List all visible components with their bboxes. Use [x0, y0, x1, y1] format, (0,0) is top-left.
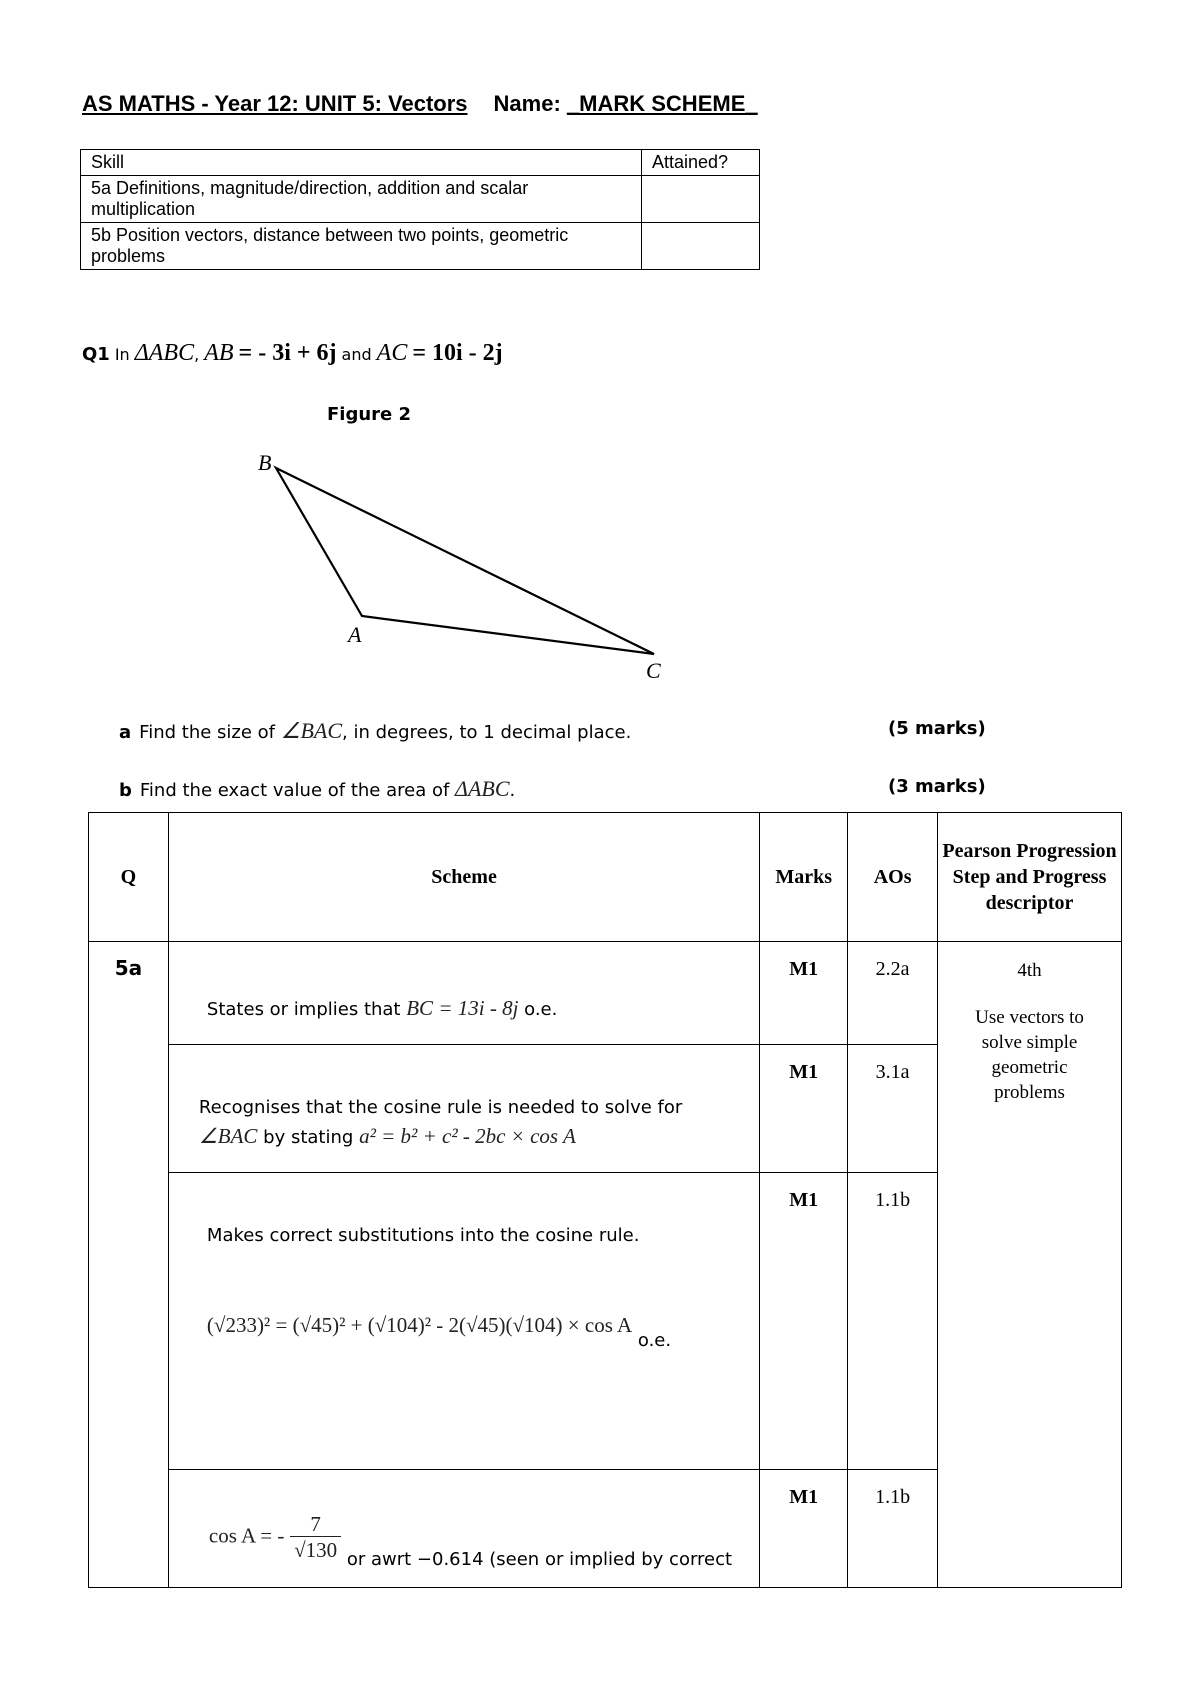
mark-scheme-table: [88, 812, 1122, 1588]
and-text: and: [341, 345, 372, 364]
ac-value: = 10i - 2j: [412, 340, 503, 366]
oe-text: o.e.: [524, 999, 558, 1020]
scheme-cell: [168, 942, 759, 1045]
ac-name: AC: [376, 340, 408, 366]
part-a-marks: (5 marks): [888, 718, 986, 739]
ab-name: AB: [204, 340, 234, 366]
skills-table: [80, 149, 760, 270]
question-label: Q1: [82, 344, 110, 365]
bc-math: BC = 13i - 8j: [406, 996, 519, 1020]
angle-math: ∠BAC: [280, 718, 343, 743]
scheme-text: States or implies that: [206, 999, 401, 1020]
triangle-math: ΔABC: [134, 340, 195, 366]
oe-text: o.e.: [637, 1330, 672, 1351]
fraction-denominator: √130: [290, 1536, 341, 1563]
skills-header-row: [81, 150, 760, 176]
vertex-c-label: C: [646, 658, 661, 683]
part-a-letter: a: [119, 722, 132, 743]
name-label: Name:: [493, 91, 561, 116]
scheme-header-row: [89, 813, 1122, 942]
ao-cell: 2.2a: [848, 942, 938, 1045]
scheme-text: Makes correct substitutions into the cosine rule.: [206, 1225, 640, 1246]
page-title: [82, 91, 758, 117]
worksheet-title: AS MATHS - Year 12: UNIT 5: Vectors: [82, 91, 468, 116]
comma-text: ,: [194, 345, 200, 364]
part-a-text: Find the size of: [139, 722, 275, 743]
angle-math: ∠BAC: [198, 1124, 258, 1148]
progression-step: 4th: [1017, 960, 1042, 981]
attained-cell: [642, 176, 760, 223]
skill-header: Skill: [81, 150, 642, 176]
mark-cell: M1: [760, 1045, 848, 1173]
question-stem: [82, 340, 503, 367]
skill-cell: 5a Definitions, magnitude/direction, addition and scalar multiplication: [81, 176, 642, 223]
marks-header: Marks: [760, 813, 848, 942]
scheme-cell: [168, 1045, 759, 1173]
skills-row: [81, 176, 760, 223]
part-b-text-after: .: [509, 780, 516, 801]
attained-header: Attained?: [642, 150, 760, 176]
part-b: [119, 776, 515, 802]
part-b-text: Find the exact value of the area of: [139, 780, 450, 801]
attained-cell: [642, 223, 760, 270]
scheme-text: by stating: [263, 1127, 354, 1148]
scheme-header: Scheme: [168, 813, 759, 942]
triangle-math: ΔABC: [455, 776, 510, 801]
q-header: Q: [89, 813, 169, 942]
mark-cell: M1: [760, 1173, 848, 1470]
scheme-text: or awrt −0.614 (seen or implied by correct: [346, 1548, 733, 1570]
cosine-rule-math: a² = b² + c² - 2bc × cos A: [359, 1124, 576, 1148]
scheme-cell: [168, 1173, 759, 1470]
progression-descriptor: Use vectors to solve simple geometric problems: [975, 1007, 1084, 1103]
progression-cell: [938, 942, 1122, 1588]
part-a: [119, 718, 631, 744]
mark-cell: M1: [760, 942, 848, 1045]
cos-lhs-math: cos A = -: [208, 1523, 285, 1548]
fraction-numerator: 7: [310, 1512, 321, 1536]
ao-cell: 1.1b: [848, 1173, 938, 1470]
part-b-marks: (3 marks): [888, 776, 986, 797]
mark-cell: M1: [760, 1470, 848, 1588]
name-value: _MARK SCHEME_: [566, 91, 758, 116]
scheme-cell: [168, 1470, 759, 1588]
ab-value: = - 3i + 6j: [238, 340, 337, 366]
figure-caption: Figure 2: [327, 404, 412, 425]
table-row: [89, 942, 1122, 1045]
aos-header: AOs: [848, 813, 938, 942]
triangle-figure: [240, 440, 680, 690]
ao-cell: 3.1a: [848, 1045, 938, 1173]
triangle-shape: [276, 468, 654, 654]
substitution-math: (√233)² = (√45)² + (√104)² - 2(√45)(√104) × cos A: [206, 1313, 633, 1337]
question-number: 5a: [89, 942, 169, 1588]
cos-fraction: [290, 1512, 341, 1563]
skills-row: [81, 223, 760, 270]
scheme-text: Recognises that the cosine rule is needed to solve for: [198, 1097, 683, 1118]
in-text: In: [114, 345, 130, 364]
part-a-text-after: , in degrees, to 1 decimal place.: [342, 722, 632, 743]
vertex-b-label: B: [258, 450, 272, 475]
skill-cell: 5b Position vectors, distance between two points, geometric problems: [81, 223, 642, 270]
vertex-a-label: A: [348, 622, 362, 647]
ao-cell: 1.1b: [848, 1470, 938, 1588]
part-b-letter: b: [119, 780, 132, 801]
pearson-header: Pearson Progression Step and Progress descriptor: [938, 813, 1122, 942]
